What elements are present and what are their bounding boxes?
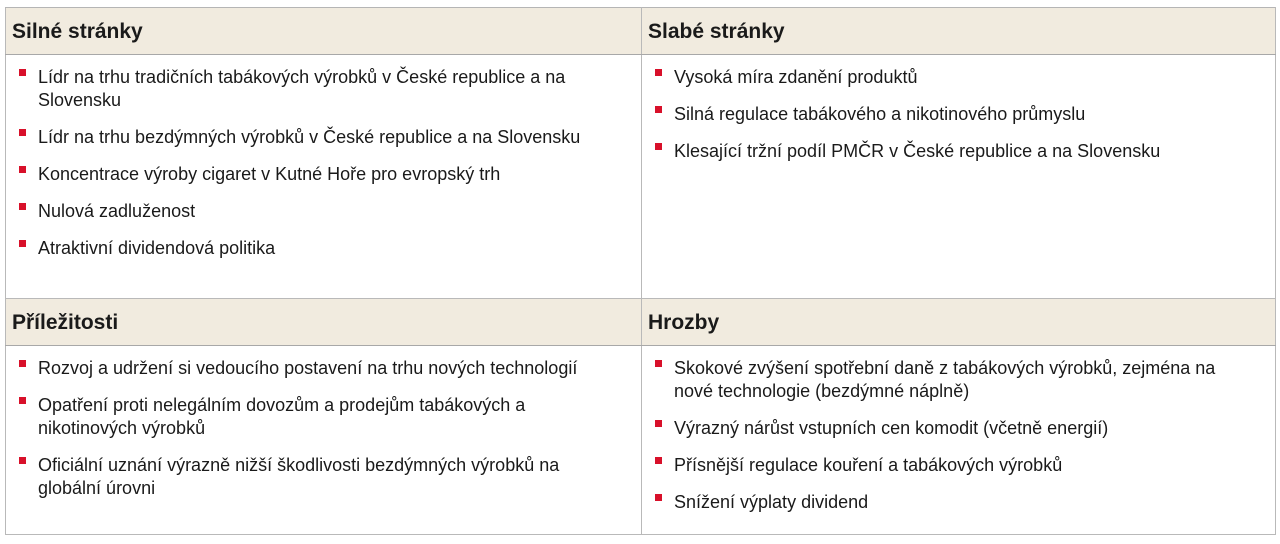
strengths-list — [6, 55, 641, 260]
strengths-header-cell — [6, 8, 642, 55]
list-item — [655, 491, 1275, 514]
weaknesses-header-cell — [642, 8, 1276, 55]
list-item-text: Lídr na trhu bezdýmných výrobků v České republice a na Slovensku — [38, 127, 581, 147]
list-item — [655, 66, 1275, 89]
list-item-text: Vysoká míra zdanění produktů — [674, 67, 918, 87]
opportunities-list — [6, 346, 641, 500]
list-item — [19, 126, 641, 149]
list-item-text: Atraktivní dividendová politika — [38, 238, 276, 258]
list-item — [655, 417, 1275, 440]
threats-header-cell — [642, 299, 1276, 346]
list-item-text: Rozvoj a udržení si vedoucího postavení na trhu nových technologií — [38, 358, 578, 378]
weaknesses-title: Slabé stránky — [648, 20, 785, 43]
threats-cell — [642, 346, 1276, 535]
list-item-text: Lídr na trhu tradičních tabákových výrobků v České republice a na Slovensku — [38, 67, 566, 110]
bullet-square-icon — [19, 166, 26, 173]
strengths-title: Silné stránky — [12, 20, 143, 43]
strengths-cell — [6, 55, 642, 299]
list-item — [19, 357, 641, 380]
list-item — [655, 357, 1275, 403]
bullet-square-icon — [655, 106, 662, 113]
list-item — [655, 454, 1275, 477]
weaknesses-cell — [642, 55, 1276, 299]
bullet-square-icon — [19, 129, 26, 136]
list-item — [19, 200, 641, 223]
list-item-text: Skokové zvýšení spotřební daně z tabákových výrobků, zejména na nové technologie (bezdýmné náplně) — [674, 358, 1216, 401]
list-item — [655, 103, 1275, 126]
bullet-square-icon — [655, 360, 662, 367]
list-item-text: Silná regulace tabákového a nikotinového průmyslu — [674, 104, 1086, 124]
bullet-square-icon — [19, 457, 26, 464]
list-item-text: Koncentrace výroby cigaret v Kutné Hoře pro evropský trh — [38, 164, 501, 184]
list-item — [19, 163, 641, 186]
threats-list — [642, 346, 1275, 514]
bullet-square-icon — [655, 457, 662, 464]
bullet-square-icon — [655, 69, 662, 76]
list-item-text: Přísnější regulace kouření a tabákových výrobků — [674, 455, 1063, 475]
bullet-square-icon — [19, 397, 26, 404]
bullet-square-icon — [19, 240, 26, 247]
list-item-text: Klesající tržní podíl PMČR v České republice a na Slovensku — [674, 141, 1161, 161]
bullet-square-icon — [19, 69, 26, 76]
weaknesses-list — [642, 55, 1275, 163]
opportunities-header-cell — [6, 299, 642, 346]
threats-title: Hrozby — [648, 311, 720, 334]
list-item-text: Snížení výplaty dividend — [674, 492, 869, 512]
opportunities-cell — [6, 346, 642, 535]
bullet-square-icon — [655, 420, 662, 427]
opportunities-title: Příležitosti — [12, 311, 119, 334]
list-item — [19, 237, 641, 260]
list-item — [19, 394, 641, 440]
list-item — [19, 454, 641, 500]
list-item — [655, 140, 1275, 163]
bullet-square-icon — [655, 143, 662, 150]
bullet-square-icon — [19, 203, 26, 210]
list-item-text: Opatření proti nelegálním dovozům a prodejům tabákových a nikotinových výrobků — [38, 395, 526, 438]
list-item-text: Nulová zadluženost — [38, 201, 196, 221]
bullet-square-icon — [655, 494, 662, 501]
swot-table — [5, 7, 1276, 535]
list-item-text: Oficiální uznání výrazně nižší škodlivosti bezdýmných výrobků na globální úrovni — [38, 455, 560, 498]
bullet-square-icon — [19, 360, 26, 367]
list-item-text: Výrazný nárůst vstupních cen komodit (včetně energií) — [674, 418, 1109, 438]
list-item — [19, 66, 641, 112]
